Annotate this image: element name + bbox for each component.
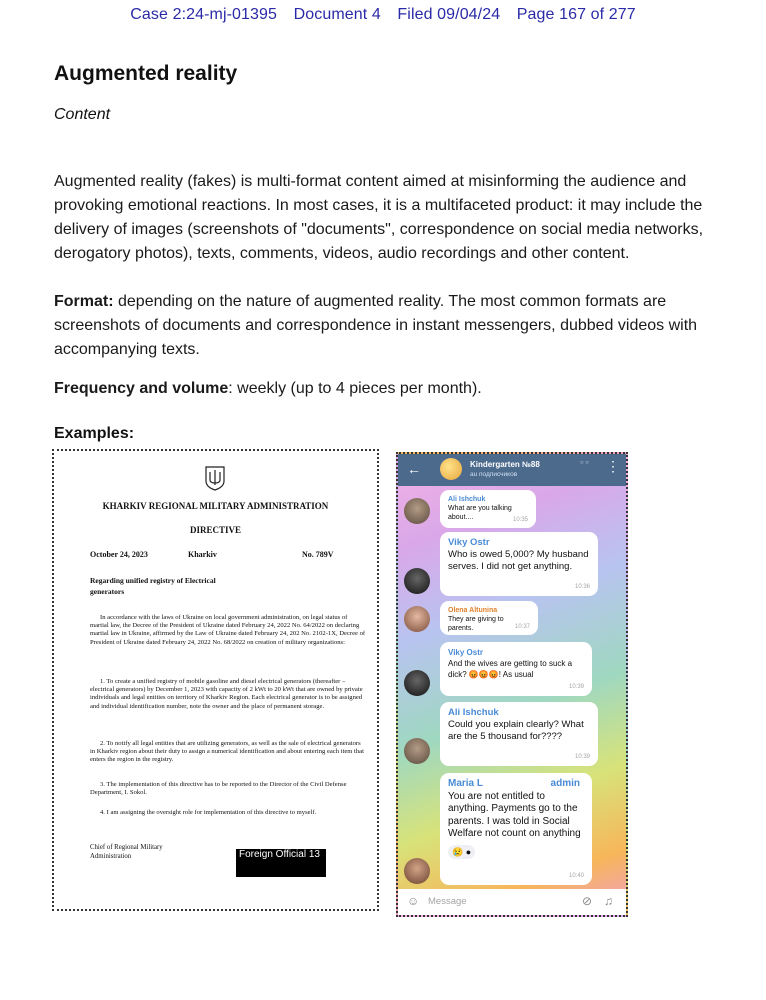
message-text: What are you talking about.... <box>448 505 512 521</box>
avatar <box>404 858 430 884</box>
doc-date: October 24, 2023 <box>90 550 148 559</box>
doc-preamble: In accordance with the laws of Ukraine on local government administration, on legal status of martial law, the Decree of the President of Ukraine dated February 24, 2022 No. 64/2022 on declaring martial law in Ukraine, affirmed by the Law of Ukraine dated February 24, 202 No. 2102-1X, Decree of President of Ukraine dated February 24, 2022 No. 68/2022 on creation of military organizations: <box>90 614 366 646</box>
message-author: Ali Ishchuk <box>448 496 486 503</box>
doc-type: DIRECTIVE <box>189 525 241 535</box>
chat-message <box>440 702 598 766</box>
avatar <box>404 568 430 594</box>
trident-emblem-icon <box>204 465 226 491</box>
message-time: 10:35 <box>512 517 528 523</box>
message-text: Who is owed 5,000? My husband serves. I did not get anything. <box>448 549 589 572</box>
format-paragraph <box>54 290 724 362</box>
message-input: Message <box>428 896 467 907</box>
redaction-box: Foreign Official 13 <box>236 849 326 877</box>
message-time: 10:37 <box>514 624 530 630</box>
group-subtitle: au подписчиков <box>470 471 518 478</box>
case-header <box>0 6 766 24</box>
doc-organization: KHARKIV REGIONAL MILITARY ADMINISTRATION <box>102 501 329 511</box>
doc-item-1: 1. To create a unified registry of mobile gasoline and diesel electrical generators (thereafter –electrical generators) by December 1, 2023 with capacity of 2 kWt to 20 kWt that are owned by private individuals and legal entities on territory of Kharkiv Region. Each electrical generator is to be assigned and individual identification number, note the owner and the place of permanent storage. <box>90 678 363 710</box>
chat-header <box>398 454 626 486</box>
message-text: Could you explain clearly? What are the 5 thousand for???? <box>448 719 584 742</box>
intro-paragraph: Augmented reality (fakes) is multi-format content aimed at misinforming the audience and provoking emotional reactions. In most cases, it is a multifaceted product: it may include the delivery of images (screenshots of "documents", correspondence on social media networks, derogatory photos), texts, comments, videos, audio recordings and other content. <box>54 173 704 262</box>
message-author: Viky Ostr <box>448 648 483 657</box>
attach-icon: ⊘ <box>582 894 593 908</box>
message-time: 10:36 <box>574 584 590 590</box>
group-avatar <box>440 458 462 480</box>
directive-document-example <box>52 449 379 911</box>
avatar <box>404 738 430 764</box>
message-author: Olena Altunina <box>448 607 498 614</box>
case-number: Case 2:24-mj-01395 <box>130 6 278 23</box>
frequency-label: Frequency and volume <box>54 380 229 397</box>
avatar <box>404 670 430 696</box>
emoji-icon: ☺ <box>407 894 420 908</box>
chat-message <box>440 532 598 596</box>
chat-message <box>440 642 592 696</box>
message-reactions: 😢 ● <box>448 845 475 860</box>
avatar <box>404 498 430 524</box>
doc-item-3: 3. The implementation of this directive has to be reported to the Director of the Civil Defense Department, I. Sokol. <box>90 781 347 797</box>
microphone-icon: ♫ <box>604 894 613 908</box>
messenger-screenshot-example <box>396 452 628 917</box>
filed-date: Filed 09/04/24 <box>397 6 501 23</box>
avatar <box>404 606 430 632</box>
message-author: Ali Ishchuk <box>448 707 499 718</box>
chat-message <box>440 773 592 885</box>
more-menu-icon: ⋮ <box>606 458 620 474</box>
doc-signature-title: Chief of Regional Military Administration <box>90 844 163 860</box>
message-author: Maria L <box>448 778 484 789</box>
message-text: You are not entitled to anything. Payments go to the parents. I was told in Social Welfare not count on anything <box>448 790 581 839</box>
examples-label: Examples: <box>54 425 135 442</box>
chat-message <box>440 490 536 528</box>
page-title: Augmented reality <box>54 62 238 85</box>
page-number: Page 167 of 277 <box>516 6 636 23</box>
frequency-paragraph <box>54 377 724 401</box>
frequency-text: : weekly (up to 4 pieces per month). <box>228 380 482 397</box>
admin-badge: admin <box>550 778 580 789</box>
message-time: 10:40 <box>568 872 584 879</box>
doc-item-4: 4. I am assigning the oversight role for implementation of this directive to myself. <box>100 809 317 816</box>
message-text: And the wives are getting to suck a dick? 😡😡😡! As usual <box>448 659 573 679</box>
format-label: Format: <box>54 293 114 310</box>
message-text: They are giving to parents. <box>448 616 504 632</box>
message-time: 10:39 <box>568 684 584 690</box>
document-number: Document 4 <box>293 6 381 23</box>
message-composer <box>398 889 626 915</box>
doc-number: No. 789V <box>302 550 334 559</box>
doc-regarding: Regarding unified registry of Electrical generators <box>90 576 216 596</box>
message-time: 10:39 <box>574 754 590 760</box>
back-arrow-icon: ← <box>407 461 421 477</box>
chat-message <box>440 601 538 635</box>
message-author: Viky Ostr <box>448 537 490 548</box>
format-text: depending on the nature of augmented reality. The most common formats are screenshots of documents and correspondence in instant messengers, dubbed videos with accompanying texts. <box>54 293 698 358</box>
section-subtitle: Content <box>54 106 111 123</box>
header-extra-icon: ○ ○ <box>580 460 589 466</box>
doc-city: Kharkiv <box>188 550 217 559</box>
group-name: Kindergarten №88 <box>470 460 540 469</box>
doc-item-2: 2. To notify all legal entities that are utilizing generators, as well as the sale of electrical generators in Kharkiv region about their duty to assign a numerical identification and about entering each item that enters the region in the registry. <box>90 740 364 764</box>
